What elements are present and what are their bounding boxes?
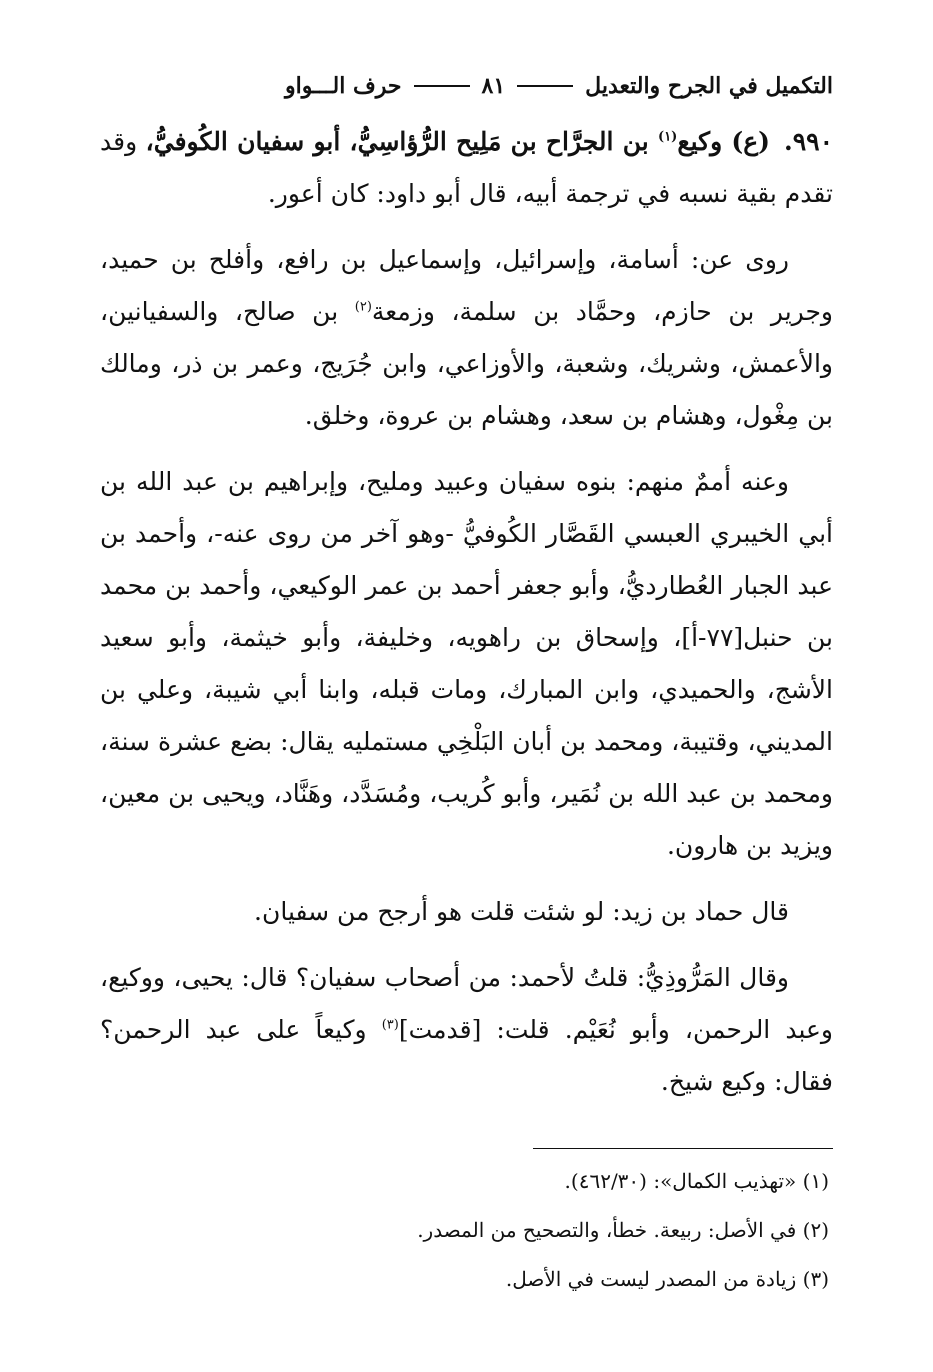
entry-number: ٩٩٠. bbox=[784, 127, 834, 156]
footnote-ref: (١) bbox=[658, 129, 678, 145]
footnote-ref: (٣) bbox=[381, 1017, 399, 1033]
main-text bbox=[100, 116, 833, 1108]
footnote-1: (١) «تهذيب الكمال»: (٤٦٢/٣٠). bbox=[564, 1169, 829, 1193]
marwazi-paragraph bbox=[100, 952, 833, 1108]
narrators-paragraph: وعنه أممٌ منهم: بنوه سفيان وعبيد ومليح، وإبراهيم بن عبد الله بن أبي الخيبري العبسي القَصَّار الكُوفيُّ -وهو آخر من روى عنه-، وأحمد بن عبد الجبار العُطارديُّ، وأبو جعفر أحمد بن عمر الوكيعي، وأحمد بن محمد بن حنبل[٧٧-أ]، وإسحاق بن راهويه، وخليفة، وأبو خيثمة، وأبو سعيد الأشج، والحميدي، وابن المبارك، ومات قبله، وابنا أبي شيبة، وعلي بن المديني، وقتيبة، ومحمد بن أبان البَلْخِي مستمليه يقال: بضع عشرة سنة، ومحمد بن عبد الله بن نُمَير، وأبو كُريب، ومُسَدَّد، وهَنَّاد، ويحيى بن معين، ويزيد بن هارون. bbox=[100, 467, 833, 860]
running-header bbox=[100, 56, 833, 116]
header-rule bbox=[517, 85, 573, 87]
entry-lead: (ع) وكيع bbox=[677, 127, 770, 156]
page-number: ٨١ bbox=[481, 73, 506, 99]
footnote-ref: (٢) bbox=[354, 299, 372, 315]
footnotes bbox=[100, 1157, 833, 1304]
section-title: حرف الـــواو bbox=[285, 73, 402, 99]
footnote-2: (٢) في الأصل: ربيعة. خطأ، والتصحيح من المصدر. bbox=[417, 1218, 829, 1242]
footnote-separator bbox=[533, 1148, 833, 1149]
paragraph-text: بن صالح، والسفيانين، والأعمش، وشريك، وشعبة، والأوزاعي، وابن جُرَيج، وعمر بن ذر، ومالك بن مِغْول، وهشام بن سعد، وهشام بن عروة، وخلق. bbox=[100, 297, 833, 430]
quote-paragraph: قال حماد بن زيد: لو شئت قلت هو أرجح من سفيان. bbox=[254, 897, 789, 926]
book-title: التكميل في الجرح والتعديل bbox=[585, 73, 833, 99]
entry-tail: وقد تقدم بقية نسبه في ترجمة أبيه، قال أبو داود: كان أعور. bbox=[100, 127, 833, 208]
header-rule bbox=[414, 85, 470, 87]
entry-lead-rest: بن الجرَّاح بن مَلِيح الرُّؤاسِيُّ، أبو سفيان الكُوفيُّ، bbox=[145, 127, 659, 156]
paragraph-text: وقال المَرُّوذِيُّ: قلتُ لأحمد: من أصحاب سفيان؟ قال: يحيى، ووكيع، وعبد الرحمن، وأبو نُعَيْم. قلت: [قدمت] bbox=[100, 963, 833, 1044]
entry-heading bbox=[146, 127, 770, 156]
footnote-3: (٣) زيادة من المصدر ليست في الأصل. bbox=[505, 1267, 829, 1291]
biography-entry bbox=[100, 116, 833, 220]
paragraph-text: روى عن: أسامة، وإسرائيل، وإسماعيل بن رافع، وأفلح بن حميد، وجرير بن حازم، وحمَّاد بن سلمة، وزمعة bbox=[100, 245, 833, 326]
narrated-from-paragraph bbox=[100, 234, 833, 442]
paragraph-text: وكيعاً على عبد الرحمن؟ فقال: وكيع شيخ. bbox=[100, 1015, 833, 1096]
